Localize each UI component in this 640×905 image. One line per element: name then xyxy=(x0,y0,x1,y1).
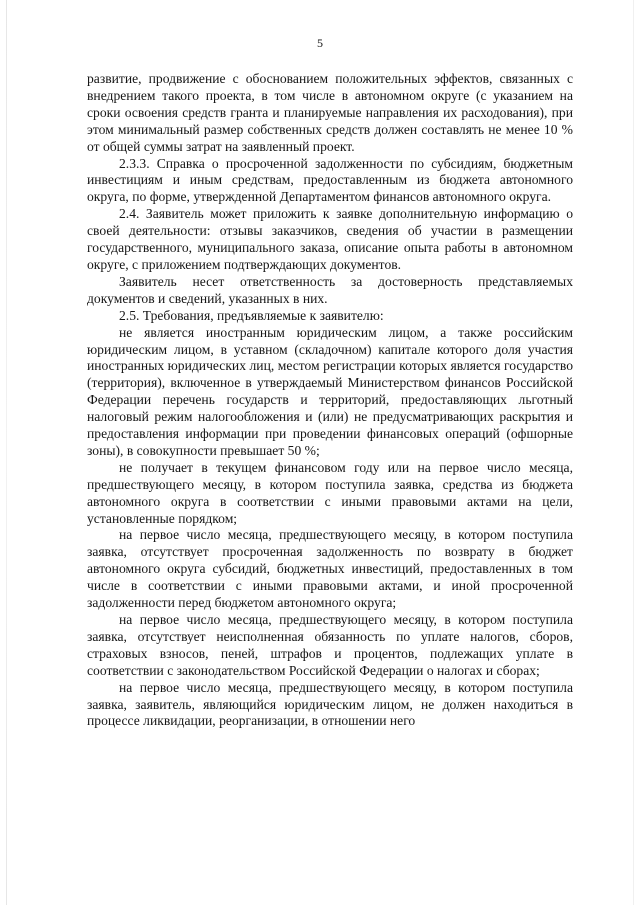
requirement-no-other-funds: не получает в текущем финансовом году или на первое число месяца, предшествующего месяцу, в котором поступила заявка, средства из бюджета автономного округа в соответствии с иными правовыми актами на цели, установленные порядком; xyxy=(87,459,573,526)
requirement-foreign-entity: не является иностранным юридическим лицом, а также российским юридическим лицом, в уставном (складочном) капитале которого доля участия иностранных юридических лиц, местом регистрации которых является государство (территория), включенное в утверждаемый Министерством финансов Российской Федерации перечень государств и территорий, предоставляющих льготный налоговый режим налогообложения и (или) не предусматривающих раскрытия и предоставления информации при проведении финансовых операций (офшорные зоны), в совокупности превышает 50 %; xyxy=(87,324,573,458)
scan-edge-left xyxy=(6,0,7,905)
paragraph-2-3-3: 2.3.3. Справка о просроченной задолженности по субсидиям, бюджетным инвестициям и иным средствам, предоставленным из бюджета автономного округа, по форме, утвержденной Департаментом финансов автономного округа. xyxy=(87,155,573,205)
paragraph-2-5: 2.5. Требования, предъявляемые к заявителю: xyxy=(119,307,384,323)
paragraph-2-4: 2.4. Заявитель может приложить к заявке дополнительную информацию о своей деятельности: отзывы заказчиков, сведения об участии в размещении государственного, муниципального заказа, описание опыта работы в автономном округе, с приложением подтверждающих документов. xyxy=(87,206,573,272)
scan-edge-right xyxy=(633,0,634,905)
paragraph-responsibility: Заявитель несет ответственность за достоверность представляемых документов и сведений, указанных в них. xyxy=(87,273,573,306)
requirement-no-overdue-debt: на первое число месяца, предшествующего месяцу, в котором поступила заявка, отсутствует просроченная задолженность по возврату в бюджет автономного округа субсидий, бюджетных инвестиций, предоставленных в том числе в соответствии с иными правовыми актами, и иной просроченной задолженности перед бюджетом автономного округа; xyxy=(87,527,573,611)
requirement-no-tax-debt: на первое число месяца, предшествующего месяцу, в котором поступила заявка, отсутствует неисполненная обязанность по уплате налогов, сборов, страховых взносов, пеней, штрафов и процентов, подлежащих уплате в соответствии с законодательством Российской Федерации о налогах и сборах; xyxy=(87,612,573,678)
requirement-no-liquidation: на первое число месяца, предшествующего месяцу, в котором поступила заявка, заявитель, являющийся юридическим лицом, не должен находиться в процессе ликвидации, реорганизации, в отношении него xyxy=(87,679,573,729)
page-number: 5 xyxy=(317,36,323,50)
document-body xyxy=(87,71,573,730)
paragraph-project-costs: развитие, продвижение с обоснованием положительных эффектов, связанных с внедрением такого проекта, в том числе в автономном округе (с указанием на сроки освоения средств гранта и планируемые направления их расходования), при этом минимальный размер собственных средств должен составлять не менее 10 % от общей суммы затрат на заявленный проект. xyxy=(87,71,573,154)
